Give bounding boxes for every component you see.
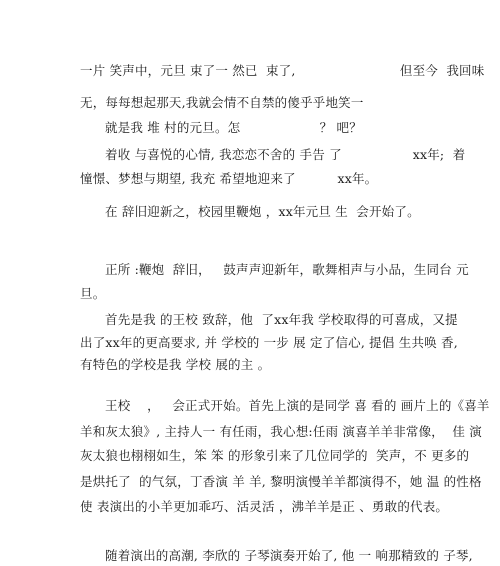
text-line: 出了xx年的更高要求, 并 学校的 一步 展 定了信心, 提倡 生共唤 香,: [80, 335, 458, 350]
text-line: 首先是我 的王校 致辞，他 了xx年我 学校取得的可喜成，又提: [105, 312, 458, 327]
text-line: 正所 :鞭炮 辞旧， 鼓声声迎新年，歌舞相声与小品，生同台 元: [105, 262, 469, 277]
text-line: 无，每每想起那天,我就会情不自禁的傻乎乎地笑一: [80, 95, 364, 110]
text-line: 在 辞旧迎新之，校园里鞭炮 ，xx年元旦 生 会开始了。: [105, 204, 420, 219]
text-line: 随着演出的高潮, 李欣的 子琴演奏开始了, 他 一 响那精致的 子琴,: [105, 548, 473, 563]
text-line: 着收 与喜悦的心情, 我恋恋不舍的 手告 了 xx年; 着: [105, 147, 466, 162]
text-line: 王校 ， 会正式开始。首先上演的是同学 喜 看的 画片上的《喜羊: [105, 398, 490, 413]
text-line: 憧憬、梦想与期望, 我充 希望地迎来了 xx年。: [80, 171, 378, 186]
text-line: 一片 笑声中，元旦 束了一 然已 束了, 但至今 我回味: [80, 63, 485, 78]
text-line: 就是我 堆 村的元旦。怎 ？ 吧？: [105, 120, 362, 135]
text-line: 是烘托了 的气氛，丁香演 羊 羊, 黎明演慢羊羊都演得不，她 温 的性格: [80, 474, 482, 489]
text-line: 使 表演出的小羊更加乖巧、活灵活 ，沸羊羊是正 、勇敢的代表。: [80, 499, 449, 514]
text-line: 旦。: [80, 286, 106, 301]
text-line: 有特色的学校是我 学校 展的主 。: [80, 357, 271, 372]
text-line: 羊和灰太狼》, 主持人一 有任雨，我心想:任雨 演喜羊羊非常像， 佳 演: [80, 424, 482, 439]
text-line: 灰太狼也栩栩如生，笨 笨 的形象引来了几位同学的 笑声，不 更多的: [80, 448, 470, 463]
